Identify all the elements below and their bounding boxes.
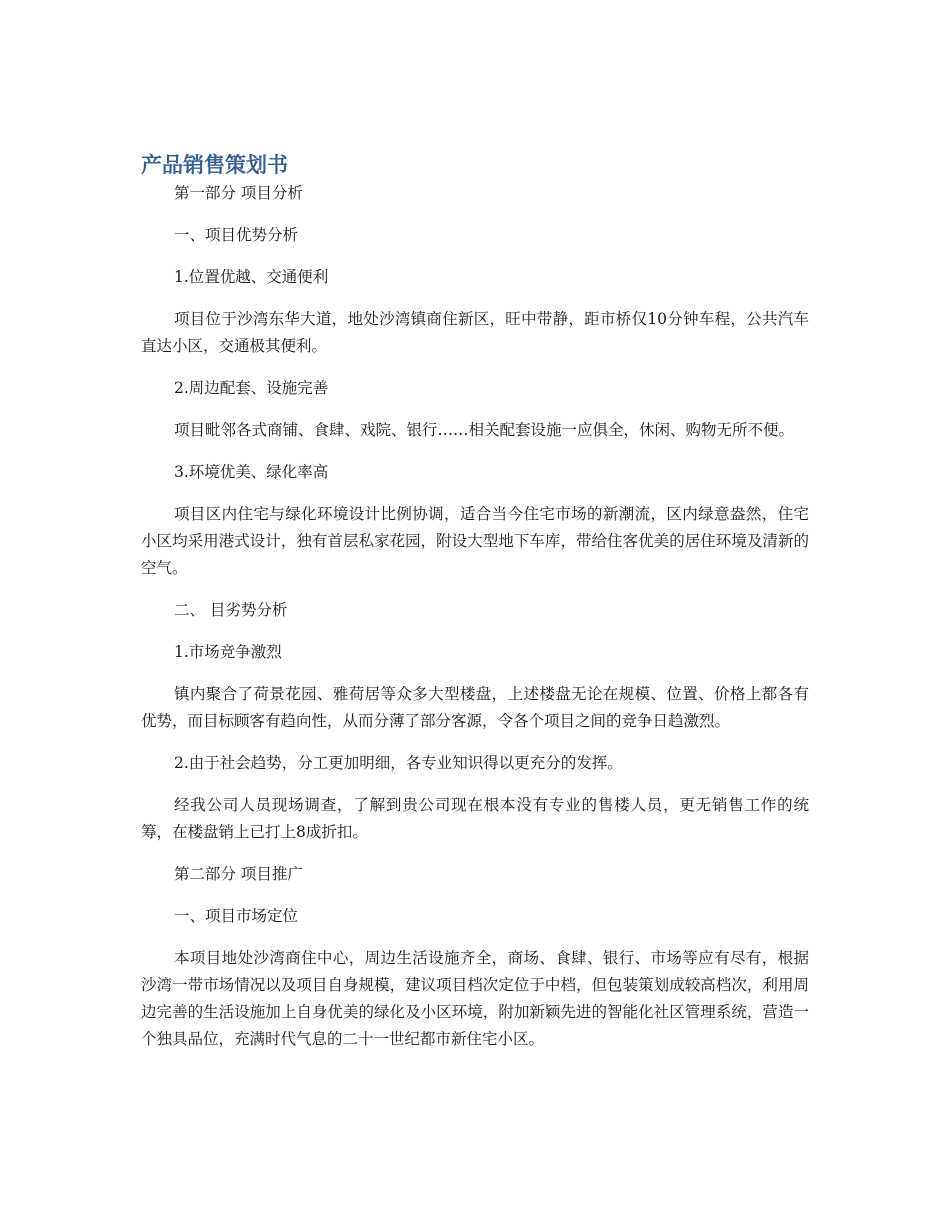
subsection-heading-disadvantages: 二、 目劣势分析 — [174, 601, 288, 619]
section-heading-part-one: 第一部分 项目分析 — [174, 184, 303, 202]
paragraph-location: 项目位于沙湾东华大道，地处沙湾镇商住新区，旺中带静，距市桥仅10分钟车程，公共汽车直达小区，交通极其便利。 — [141, 310, 809, 355]
section-heading-part-two: 第二部分 项目推广 — [174, 865, 303, 883]
document-body — [141, 180, 809, 1068]
document-title: 产品销售策划书 — [141, 153, 288, 177]
point-heading-competition: 1.市场竞争激烈 — [174, 643, 282, 661]
subsection-heading-positioning: 一、项目市场定位 — [174, 907, 299, 925]
subsection-heading-advantages: 一、项目优势分析 — [174, 226, 299, 244]
paragraph-environment: 项目区内住宅与绿化环境设计比例协调，适合当今住宅市场的新潮流，区内绿意盎然，住宅小区均采用港式设计，独有首层私家花园，附设大型地下车库，带给住客优美的居住环境及清新的空气。 — [141, 505, 809, 577]
point-heading-environment: 3.环境优美、绿化率高 — [174, 463, 329, 481]
point-heading-social-trend: 2.由于社会趋势，分工更加明细，各专业知识得以更充分的发挥。 — [174, 754, 623, 772]
paragraph-facilities: 项目毗邻各式商铺、食肆、戏院、银行……相关配套设施一应俱全，休闲、购物无所不便。 — [174, 421, 795, 439]
point-heading-facilities: 2.周边配套、设施完善 — [174, 379, 329, 397]
point-heading-location: 1.位置优越、交通便利 — [174, 268, 329, 286]
paragraph-survey: 经我公司人员现场调查，了解到贵公司现在根本没有专业的售楼人员，更无销售工作的统筹，在楼盘销上已打上8成折扣。 — [141, 796, 809, 841]
paragraph-positioning: 本项目地处沙湾商住中心，周边生活设施齐全，商场、食肆、银行、市场等应有尽有，根据沙湾一带市场情况以及项目自身规模，建议项目档次定位于中档，但包装策划成较高档次，利用周边完善的生活设施加上自身优美的绿化及小区环境，附加新颖先进的智能化社区管理系统，营造一个独具品位，充满时代气息的二十一世纪都市新住宅小区。 — [141, 949, 809, 1048]
paragraph-competition: 镇内聚合了荷景花园、雅荷居等众多大型楼盘，上述楼盘无论在规模、位置、价格上都各有优势，而目标顾客有趋向性，从而分薄了部分客源，令各个项目之间的竞争日趋激烈。 — [141, 685, 809, 730]
